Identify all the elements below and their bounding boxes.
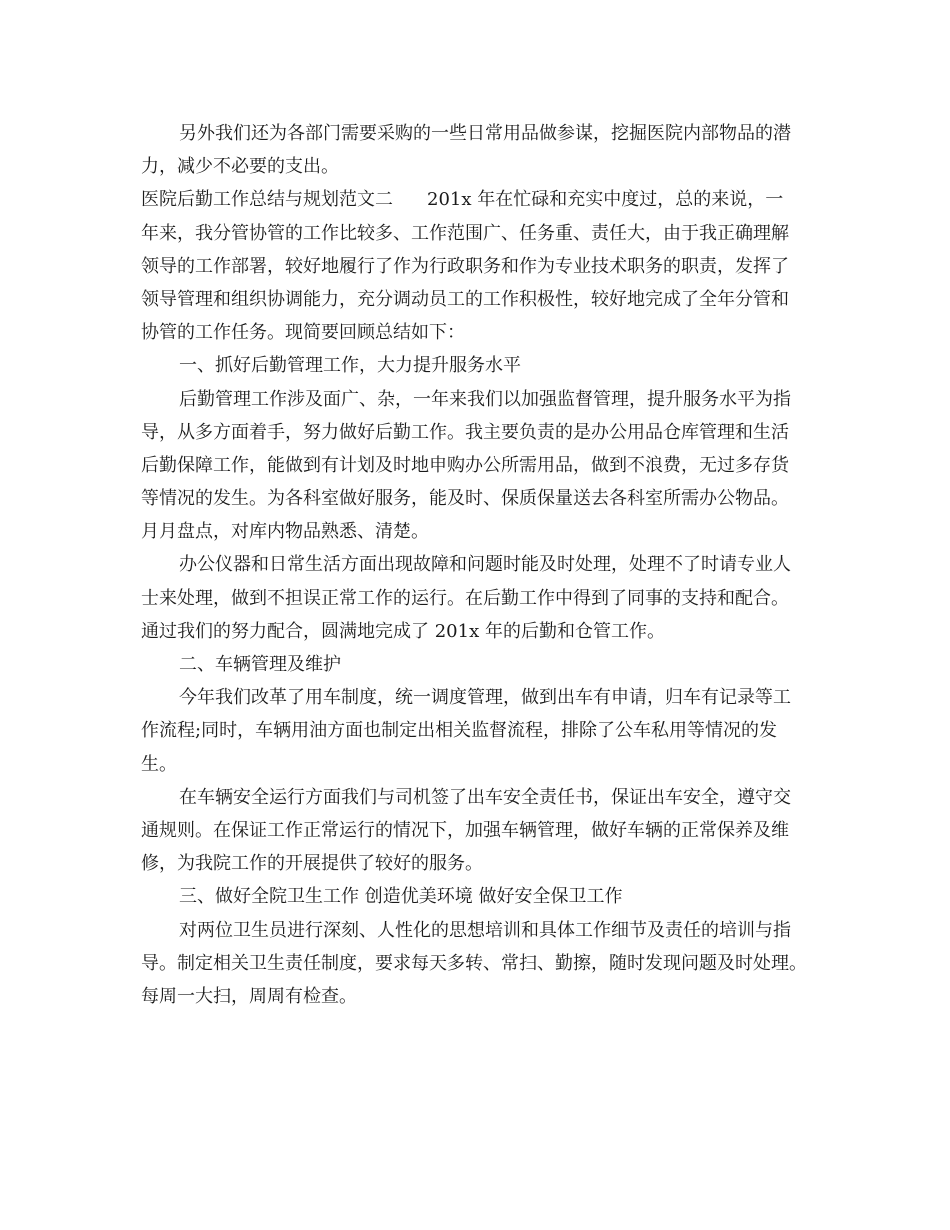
paragraph-line: 通规则。在保证工作正常运行的情况下，加强车辆管理，做好车辆的正常保养及维	[141, 819, 789, 841]
paragraph-line: 导。制定相关卫生责任制度，要求每天多转、常扫、勤擦，随时发现问题及时处理。	[141, 952, 807, 974]
section-heading: 二、车辆管理及维护	[179, 654, 341, 675]
paragraph-line: 办公仪器和日常生活方面出现故障和问题时能及时处理，处理不了时请专业人	[179, 554, 791, 576]
paragraph-line: 今年我们改革了用车制度，统一调度管理，做到出车有申请，归车有记录等工	[179, 687, 791, 709]
paragraph-line: 协管的工作任务。现简要回顾总结如下：	[141, 322, 465, 344]
paragraph-line: 对两位卫生员进行深刻、人性化的思想培训和具体工作细节及责任的培训与指	[179, 919, 791, 941]
paragraph-line: 修，为我院工作的开展提供了较好的服务。	[141, 853, 483, 875]
paragraph-line: 月月盘点，对库内物品熟悉、清楚。	[141, 521, 429, 543]
document-body	[141, 117, 821, 1013]
article-title: 医院后勤工作总结与规划范文二	[141, 189, 393, 211]
paragraph-line: 另外我们还为各部门需要采购的一些日常用品做参谋，挖掘医院内部物品的潜	[179, 123, 791, 144]
paragraph-line: 导，从多方面着手，努力做好后勤工作。我主要负责的是办公用品仓库管理和生活	[141, 421, 789, 443]
paragraph-line: 作流程;同时，车辆用油方面也制定出相关监督流程，排除了公车私用等情况的发	[141, 720, 778, 742]
paragraph-line: 后勤管理工作涉及面广、杂，一年来我们以加强监督管理，提升服务水平为指	[179, 388, 791, 410]
paragraph-line: 等情况的发生。为各科室做好服务，能及时、保质保量送去各科室所需办公物品。	[141, 488, 789, 510]
paragraph-line: 每周一大扫，周周有检查。	[141, 985, 357, 1007]
paragraph-line: 在车辆安全运行方面我们与司机签了出车安全责任书，保证出车安全，遵守交	[179, 786, 791, 808]
paragraph-line: 通过我们的努力配合，圆满地完成了 201x 年的后勤和仓管工作。	[141, 620, 665, 642]
section-heading: 三、做好全院卫生工作 创造优美环境 做好安全保卫工作	[179, 886, 623, 908]
paragraph-line: 年来，我分管协管的工作比较多、工作范围广、任务重、责任大，由于我正确理解	[141, 222, 789, 244]
paragraph-line: 士来处理，做到不担误正常工作的运行。在后勤工作中得到了同事的支持和配合。	[141, 587, 789, 609]
section-heading: 一、抓好后勤管理工作，大力提升服务水平	[179, 355, 521, 377]
paragraph-line: 力，减少不必要的支出。	[141, 156, 339, 178]
paragraph-line: 后勤保障工作，能做到有计划及时地申购办公所需用品，做到不浪费，无过多存货	[141, 454, 789, 476]
section-title-line	[141, 183, 821, 216]
paragraph-line: 领导的工作部署，较好地履行了作为行政职务和作为专业技术职务的职责，发挥了	[141, 255, 789, 277]
paragraph-line: 领导管理和组织协调能力，充分调动员工的工作积极性，较好地完成了全年分管和	[141, 288, 789, 310]
paragraph-line: 生。	[141, 753, 177, 775]
paragraph-text: 201x 年在忙碌和充实中度过，总的来说，一	[427, 189, 784, 211]
